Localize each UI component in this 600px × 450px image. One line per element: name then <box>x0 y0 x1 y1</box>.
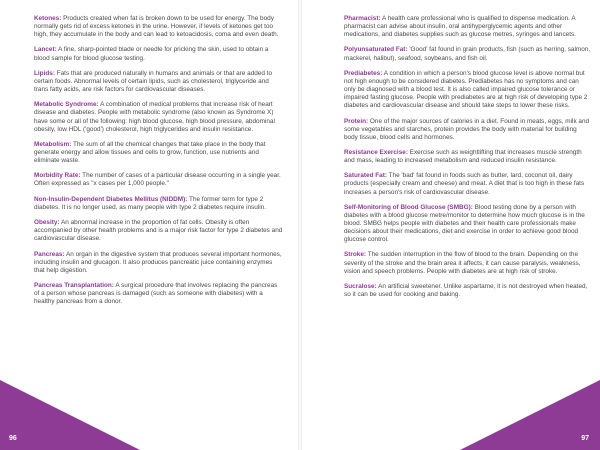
glossary-definition: Exercise such as weightlifting that increases muscle strength and mass, leading to increased metabolism and reduced insulin resistance. <box>344 148 582 165</box>
glossary-term: Morbidity Rate: <box>34 172 81 180</box>
glossary-definition: The sum of all the chemical changes that take place in the body that generate energy and allow tissues and cells to grow, function, use nutrients and eliminate waste. <box>34 140 266 165</box>
glossary-entry-lancet <box>34 46 284 62</box>
glossary-term: Pancreas: <box>34 250 65 258</box>
glossary-entry-obesity <box>34 219 284 243</box>
book-spine <box>298 0 302 450</box>
glossary-entry-metabolic-syndrome <box>34 101 284 133</box>
glossary-entry-prediabetes <box>344 70 592 110</box>
glossary-definition: 'Good' fat found in grain products, fish (such as herring, salmon, mackerel, halibut), seafood, soybeans, and fish oil. <box>344 46 591 62</box>
glossary-definition: A surgical procedure that involves replacing the pancreas of a person whose pancreas is damaged (such as someone with diabetes) with a healthy pancreas from a donor. <box>34 282 278 306</box>
glossary-entry-pancreas <box>34 251 284 275</box>
right-glossary-column <box>344 15 592 306</box>
glossary-term: Stroke: <box>344 251 367 259</box>
glossary-term: Prediabetes: <box>344 69 383 77</box>
glossary-term: Pharmacist: <box>344 15 381 22</box>
left-page-number: 96 <box>9 435 17 442</box>
glossary-term: Saturated Fat: <box>344 172 387 180</box>
glossary-term: Polyunsaturated Fat: <box>344 46 408 54</box>
glossary-entry-lipids <box>34 70 284 94</box>
glossary-term: Sucralose: <box>344 282 377 290</box>
glossary-term: Resistance Exercise: <box>344 148 408 156</box>
glossary-definition: An organ in the digestive system that produces several important hormones, including insulin and glucagon. It also produces pancreatic juice containing enzymes that help digestion. <box>34 250 282 274</box>
glossary-definition: Fats that are produced naturally in humans and animals or that are added to certain foods. Abnormal levels of certain lipids, such as cholesterol, triglyceride and trans fatty acids, are risk factors for cardiovascular diseases. <box>34 69 273 94</box>
glossary-definition: A health care professional who is qualified to dispense medication. A pharmacist can advise about insulin, oral antihyperglycemic agents and other medications, and diabetes supplies such as glucose metres, syringes and lancets. <box>344 15 576 39</box>
glossary-entry-polyunsaturated-fat <box>344 46 592 62</box>
glossary-definition: A condition in which a person's blood glucose level is above normal but not high enough to be considered diabetes. Prediabetes has no symptoms and can only be diagnosed with a blood test. It is also called impaired glucose tolerance or impaired fasting glucose. People with prediabetes are at high risk of developing type 2 diabetes and cardiovascular disease and should take steps to lower these risks. <box>344 69 588 110</box>
glossary-definition: A fine, sharp-pointed blade or needle for pricking the skin, used to obtain a blood sample for blood glucose testing. <box>34 46 269 62</box>
glossary-definition: An abnormal increase in the proportion of fat cells. Obesity is often accompanied by other health problems and is a major risk factor for type 2 diabetes and cardiovascular disease. <box>34 219 283 243</box>
glossary-term: Self-Monitoring of Blood Glucose (SMBG): <box>344 203 473 211</box>
left-glossary-column <box>34 15 284 314</box>
glossary-entry-stroke <box>344 251 592 275</box>
glossary-term: Metabolism: <box>34 140 72 148</box>
glossary-definition: The former term for type 2 diabetes. It is no longer used, as many people with type 2 diabetes require insulin. <box>34 195 266 211</box>
glossary-term: Metabolic Syndrome: <box>34 101 99 109</box>
glossary-definition: The sudden interruption in the flow of blood to the brain. Depending on the severity of the stroke and the brain area it affects, it can cause paralysis, weakness, vision and speech problems. People with diabetes are at high risk of stroke. <box>344 251 581 275</box>
glossary-definition: An artificial sweetener. Unlike aspartame, it is not destroyed when heated, so it can be used for cooking and baking. <box>344 282 588 299</box>
glossary-term: Pancreas Transplantation: <box>34 282 114 290</box>
glossary-term: Lipids: <box>34 69 55 77</box>
glossary-entry-sucralose <box>344 283 592 299</box>
glossary-entry-smbg <box>344 204 592 244</box>
glossary-definition: Blood testing done by a person with diabetes with a blood glucose metre/monitor to determine how much glucose is in the blood. SMBG helps people with diabetes and their health care professionals make decisions about their medications, diet and exercise in order to achieve good blood glucose control. <box>344 203 585 244</box>
glossary-entry-pancreas-transplantation <box>34 282 284 306</box>
glossary-entry-saturated-fat <box>344 172 592 196</box>
right-page-number: 97 <box>581 435 589 442</box>
glossary-term: Ketones: <box>34 15 62 22</box>
glossary-definition: The 'bad' fat found in foods such as butter, lard, coconut oil, dairy products (especially cream and cheese) and meat. A diet that is too high in these fats increases a person's risk of cardiovascular disease. <box>344 172 585 196</box>
glossary-entry-niddm <box>34 196 284 212</box>
glossary-term: Lancet: <box>34 46 57 54</box>
glossary-entry-ketones <box>34 15 284 39</box>
glossary-definition: A combination of medical problems that increase risk of heart disease and diabetes. People with metabolic syndrome (also known as Syndrome X) have some or all of the following: high blood glucose, high blood pressure, abdominal obesity, low HDL ('good') cholesterol, high triglycerides and insulin resistance. <box>34 101 275 133</box>
glossary-entry-metabolism <box>34 141 284 165</box>
glossary-entry-resistance-exercise <box>344 149 592 165</box>
glossary-definition: The number of cases of a particular disease occurring in a single year. Often expressed as "x cases per 1,000 people." <box>34 172 281 188</box>
glossary-definition: One of the major sources of calories in a diet. Found in meats, eggs, milk and some vegetables and starches, protein provides the body with material for building body tissue, blood cells and hormones. <box>344 117 590 141</box>
glossary-term: Protein: <box>344 117 369 125</box>
glossary-definition: Products created when fat is broken down to be used for energy. The body normally gets rid of excess ketones in the urine. However, if levels of ketones get too high, they accumulate in the body and can lead to ketoacidosis, coma and even death. <box>34 15 279 39</box>
glossary-entry-protein <box>344 118 592 142</box>
glossary-term: Obesity: <box>34 219 60 227</box>
glossary-entry-pharmacist <box>344 15 592 39</box>
glossary-entry-morbidity-rate <box>34 172 284 188</box>
glossary-term: Non-Insulin-Dependent Diabetes Mellitus (NIDDM): <box>34 195 188 203</box>
